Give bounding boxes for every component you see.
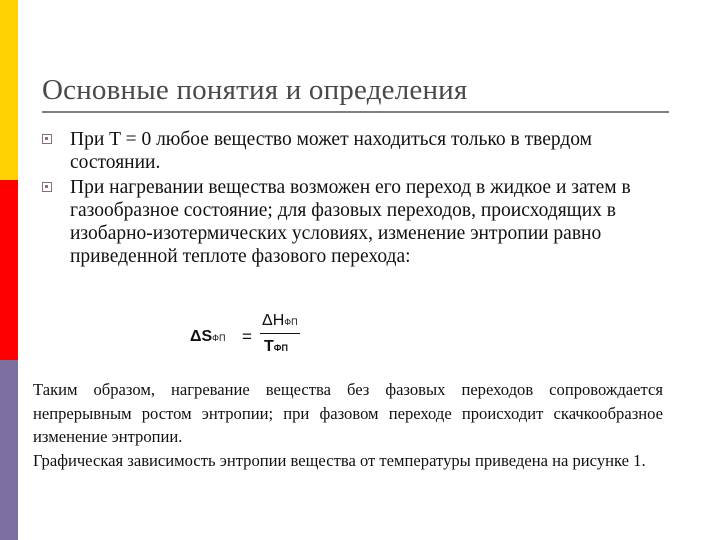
- entropy-formula: [190, 312, 330, 362]
- formula-denominator: TФП: [264, 338, 288, 355]
- paragraph-text: Графическая зависимость энтропии вещества от температуры приведена на рисунке 1.: [33, 450, 646, 470]
- body-paragraphs: [33, 378, 663, 472]
- side-stripe-red: [0, 180, 18, 360]
- bullet-text: При нагревании вещества возможен его переход в жидкое и затем в газообразное состояние; для фазовых переходов, происходящих в изобарно-изотермических условиях, изменение энтропии равно приведенной теплоте фазового перехода:: [70, 177, 631, 267]
- bullet-item: [42, 128, 672, 174]
- bullet-item: [42, 176, 672, 268]
- bullet-list: [42, 128, 672, 270]
- paragraph-text: Таким образом, нагревание вещества без фазовых переходов сопровождается непрерывным ростом энтропии; при фазовом переходе происходит скачкообразное изменение энтропии.: [33, 380, 663, 446]
- square-bullet-icon: [42, 182, 52, 192]
- formula-numerator: ΔHФП: [262, 312, 298, 329]
- bullet-text: При T = 0 любое вещество может находиться только в твердом состоянии.: [70, 129, 592, 173]
- fraction-bar: [260, 333, 300, 334]
- title-underline: [42, 111, 669, 113]
- slide-title: Основные понятия и определения: [42, 74, 468, 106]
- side-stripe-yellow: [0, 0, 18, 180]
- formula-equals: =: [242, 327, 252, 346]
- formula-lhs-subscript: ФП: [212, 333, 226, 343]
- square-bullet-icon: [42, 134, 52, 144]
- side-stripe-purple: [0, 360, 18, 540]
- formula-lhs: ΔSФП: [190, 328, 226, 345]
- formula-denominator-subscript: ФП: [273, 343, 288, 353]
- formula-numerator-subscript: ФП: [284, 317, 298, 327]
